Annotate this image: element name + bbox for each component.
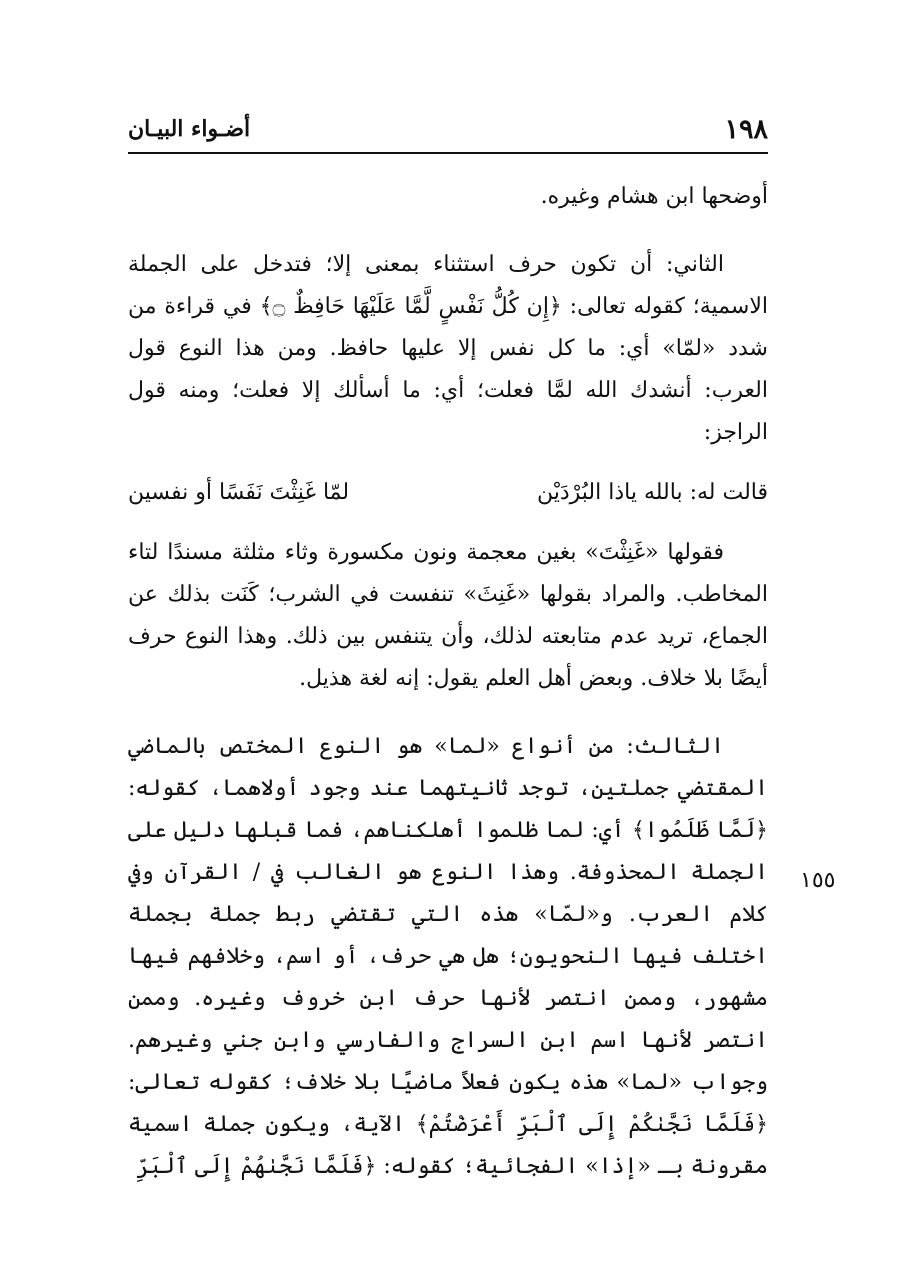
page-number: ١٩٨: [724, 114, 768, 145]
poem-verse: [128, 472, 768, 514]
paragraph-1: أوضحها ابن هشام وغيره.: [540, 184, 768, 209]
body-text: [128, 176, 768, 1188]
paragraph-4: الثالث: من أنواع «لما» هو النوع المختص بالماضي المقتضي جملتين، توجد ثانيتهما عند وجود أولاهما، كقوله: ﴿لَمَّا ظَلَمُوا﴾ أي: لما ظلموا أهلكناهم، فما قبلها دليل على الجملة المحذوفة. وهذا النوع هو الغالب في / القرآن وفي كلام العرب. و«لمّا» هذه التي تقتضي ربط جملة بجملة اختلف فيها النحويون؛ هل هي حرف، أو اسم، وخلافهم فيها مشهور، وممن انتصر لأنها حرف ابن خروف وغيره. وممن انتصر لأنها اسم ابن السراج والفارسي وابن جني وغيرهم. وجواب «لما» هذه يكون فعلاً ماضيًا بلا خلاف؛ كقوله تعالى: ﴿فَلَمَّا نَجَّىٰكُمْ إِلَى ٱلْبَرِّ أَعْرَضْتُمْ﴾ الآية، ويكون جملة اسمية مقرونة بـ «إذا» الفجائية؛ كقوله: ﴿فَلَمَّا نَجَّىٰهُمْ إِلَى ٱلْبَرِّ: [128, 734, 768, 1179]
paragraph-2: الثاني: أن تكون حرف استثناء بمعنى إلا؛ فتدخل على الجملة الاسمية؛ كقوله تعالى: ﴿إِن كُلُّ نَفْسٍ لَّمَّا عَلَيْهَا حَافِظٌ ۝﴾ في قراءة من شدد «لمّا» أي: ما كل نفس إلا عليها حافظ. ومن هذا النوع قول العرب: أنشدك الله لمَّا فعلت؛ أي: ما أسألك إلا فعلت؛ ومنه قول الراجز:: [128, 252, 768, 445]
margin-page-reference: ١٥٥: [800, 868, 836, 893]
paragraph-3: فقولها «غَنِثْتَ» بغين معجمة ونون مكسورة وثاء مثلثة مسندًا لتاء المخاطب. والمراد بقولها «غَنِثَ» تنفست في الشرب؛ كَنَت بذلك عن الجماع، تريد عدم متابعته لذلك، وأن يتنفس بين ذلك. وهذا النوع حرف أيضًا بلا خلاف. وبعض أهل العلم يقول: إنه لغة هذيل.: [128, 540, 768, 691]
poem-hemistich-2: لمّا غَنِثْتَ نَفَسًا أو نفسين: [128, 480, 350, 505]
poem-hemistich-1: قالت له: بالله ياذا البُرْدَيْن: [536, 480, 768, 505]
running-title: أضـواء البيـان: [128, 116, 251, 142]
page-header: [128, 114, 768, 154]
